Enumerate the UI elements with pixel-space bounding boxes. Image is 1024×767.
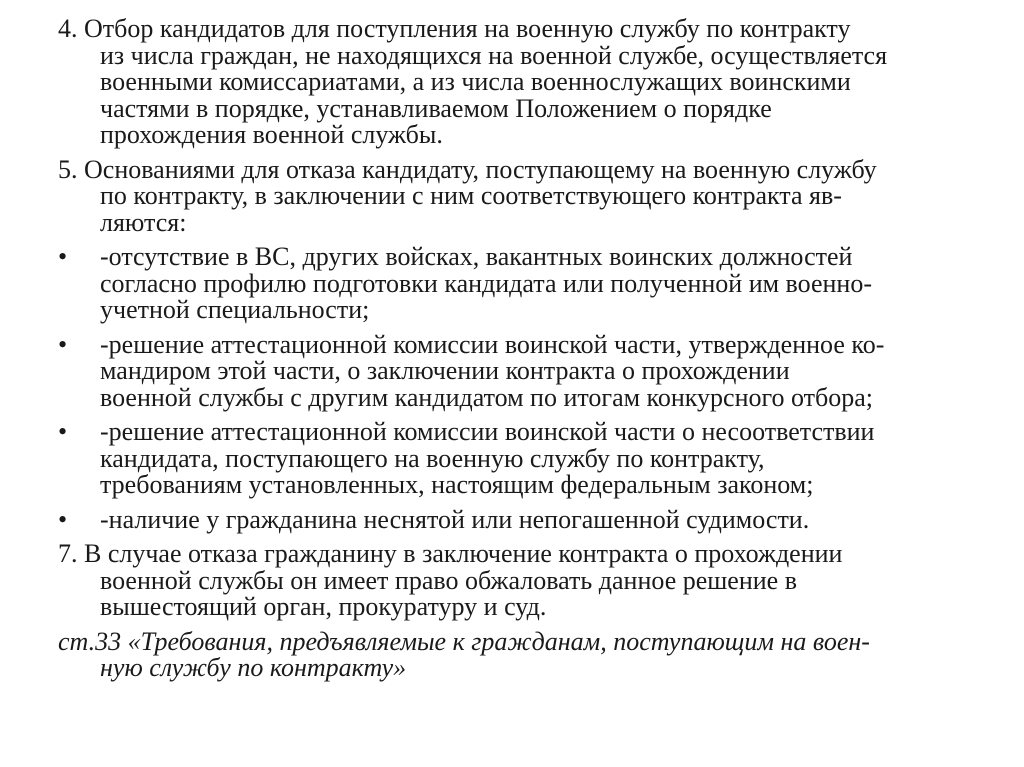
bullet-line: учетной специальности;: [100, 295, 370, 324]
paragraph-line: из числа граждан, не находящихся на военной службе, осуществляется: [100, 40, 888, 70]
bullet-line: -решение аттестационной комиссии воинской части о несоответствии: [100, 417, 875, 446]
bullet-text: [58, 419, 974, 499]
bullet-line: военной службы с другим кандидатом по итогам конкурсного отбора;: [100, 382, 874, 412]
paragraph-line: 5. Основаниями для отказа кандидату, поступающему на военную службу: [58, 154, 877, 184]
bullet-item: [58, 504, 974, 534]
bullet-item: [58, 244, 974, 324]
bullet-item: [58, 329, 974, 412]
bullet-line: -решение аттестационной комиссии воинской части, утвержденное ко-: [100, 329, 885, 359]
bullet-line: согласно профилю подготовки кандидата или полученной им военно-: [100, 268, 873, 298]
bullet-icon: •: [58, 242, 68, 271]
paragraph-line: вышестоящий орган, прокуратуру и суд.: [100, 592, 547, 621]
bullet-icon: •: [58, 329, 68, 359]
bullet-text: [58, 244, 974, 324]
bullet-text: [58, 504, 974, 534]
citation-line: ст.33 «Требования, предъявляемые к гражданам, поступающим на воен-: [58, 626, 870, 656]
paragraph-line: по контракту, в заключении с ним соответствующего контракта яв-: [100, 181, 842, 210]
paragraph-line: 7. В случае отказа гражданину в заключение контракта о прохождении: [58, 539, 843, 568]
paragraph-line: военной службы он имеет право обжаловать данное решение в: [100, 565, 797, 595]
bullet-line: кандидата, поступающего на военную службу по контракту,: [100, 443, 765, 473]
bullet-item: [58, 419, 974, 499]
slide-text: [58, 16, 974, 690]
paragraph-4: [58, 16, 974, 149]
bullet-line: -отсутствие в ВС, других войсках, вакантных воинских должностей: [100, 242, 853, 271]
citation: [58, 626, 974, 682]
bullet-icon: •: [58, 504, 68, 534]
citation-line: ную службу по контракту»: [100, 653, 407, 682]
paragraph-5: [58, 154, 974, 237]
paragraph-line: прохождения военной службы.: [100, 120, 443, 149]
paragraph-7: [58, 541, 974, 621]
bullet-icon: •: [58, 417, 68, 446]
paragraph-line: ляются:: [100, 207, 187, 237]
paragraph-line: 4. Отбор кандидатов для поступления на военную службу по контракту: [58, 14, 851, 43]
bullet-text: [58, 329, 974, 412]
paragraph-line: частями в порядке, устанавливаемом Положением о порядке: [100, 93, 772, 123]
paragraph-line: военными комиссариатами, а из числа военнослужащих воинскими: [100, 67, 851, 96]
bullet-line: -наличие у гражданина неснятой или непогашенной судимости.: [100, 504, 810, 534]
bullet-line: мандиром этой части, о заключении контракта о прохождении: [100, 356, 790, 385]
bullet-line: требованиям установленных, настоящим федеральным законом;: [100, 470, 814, 499]
